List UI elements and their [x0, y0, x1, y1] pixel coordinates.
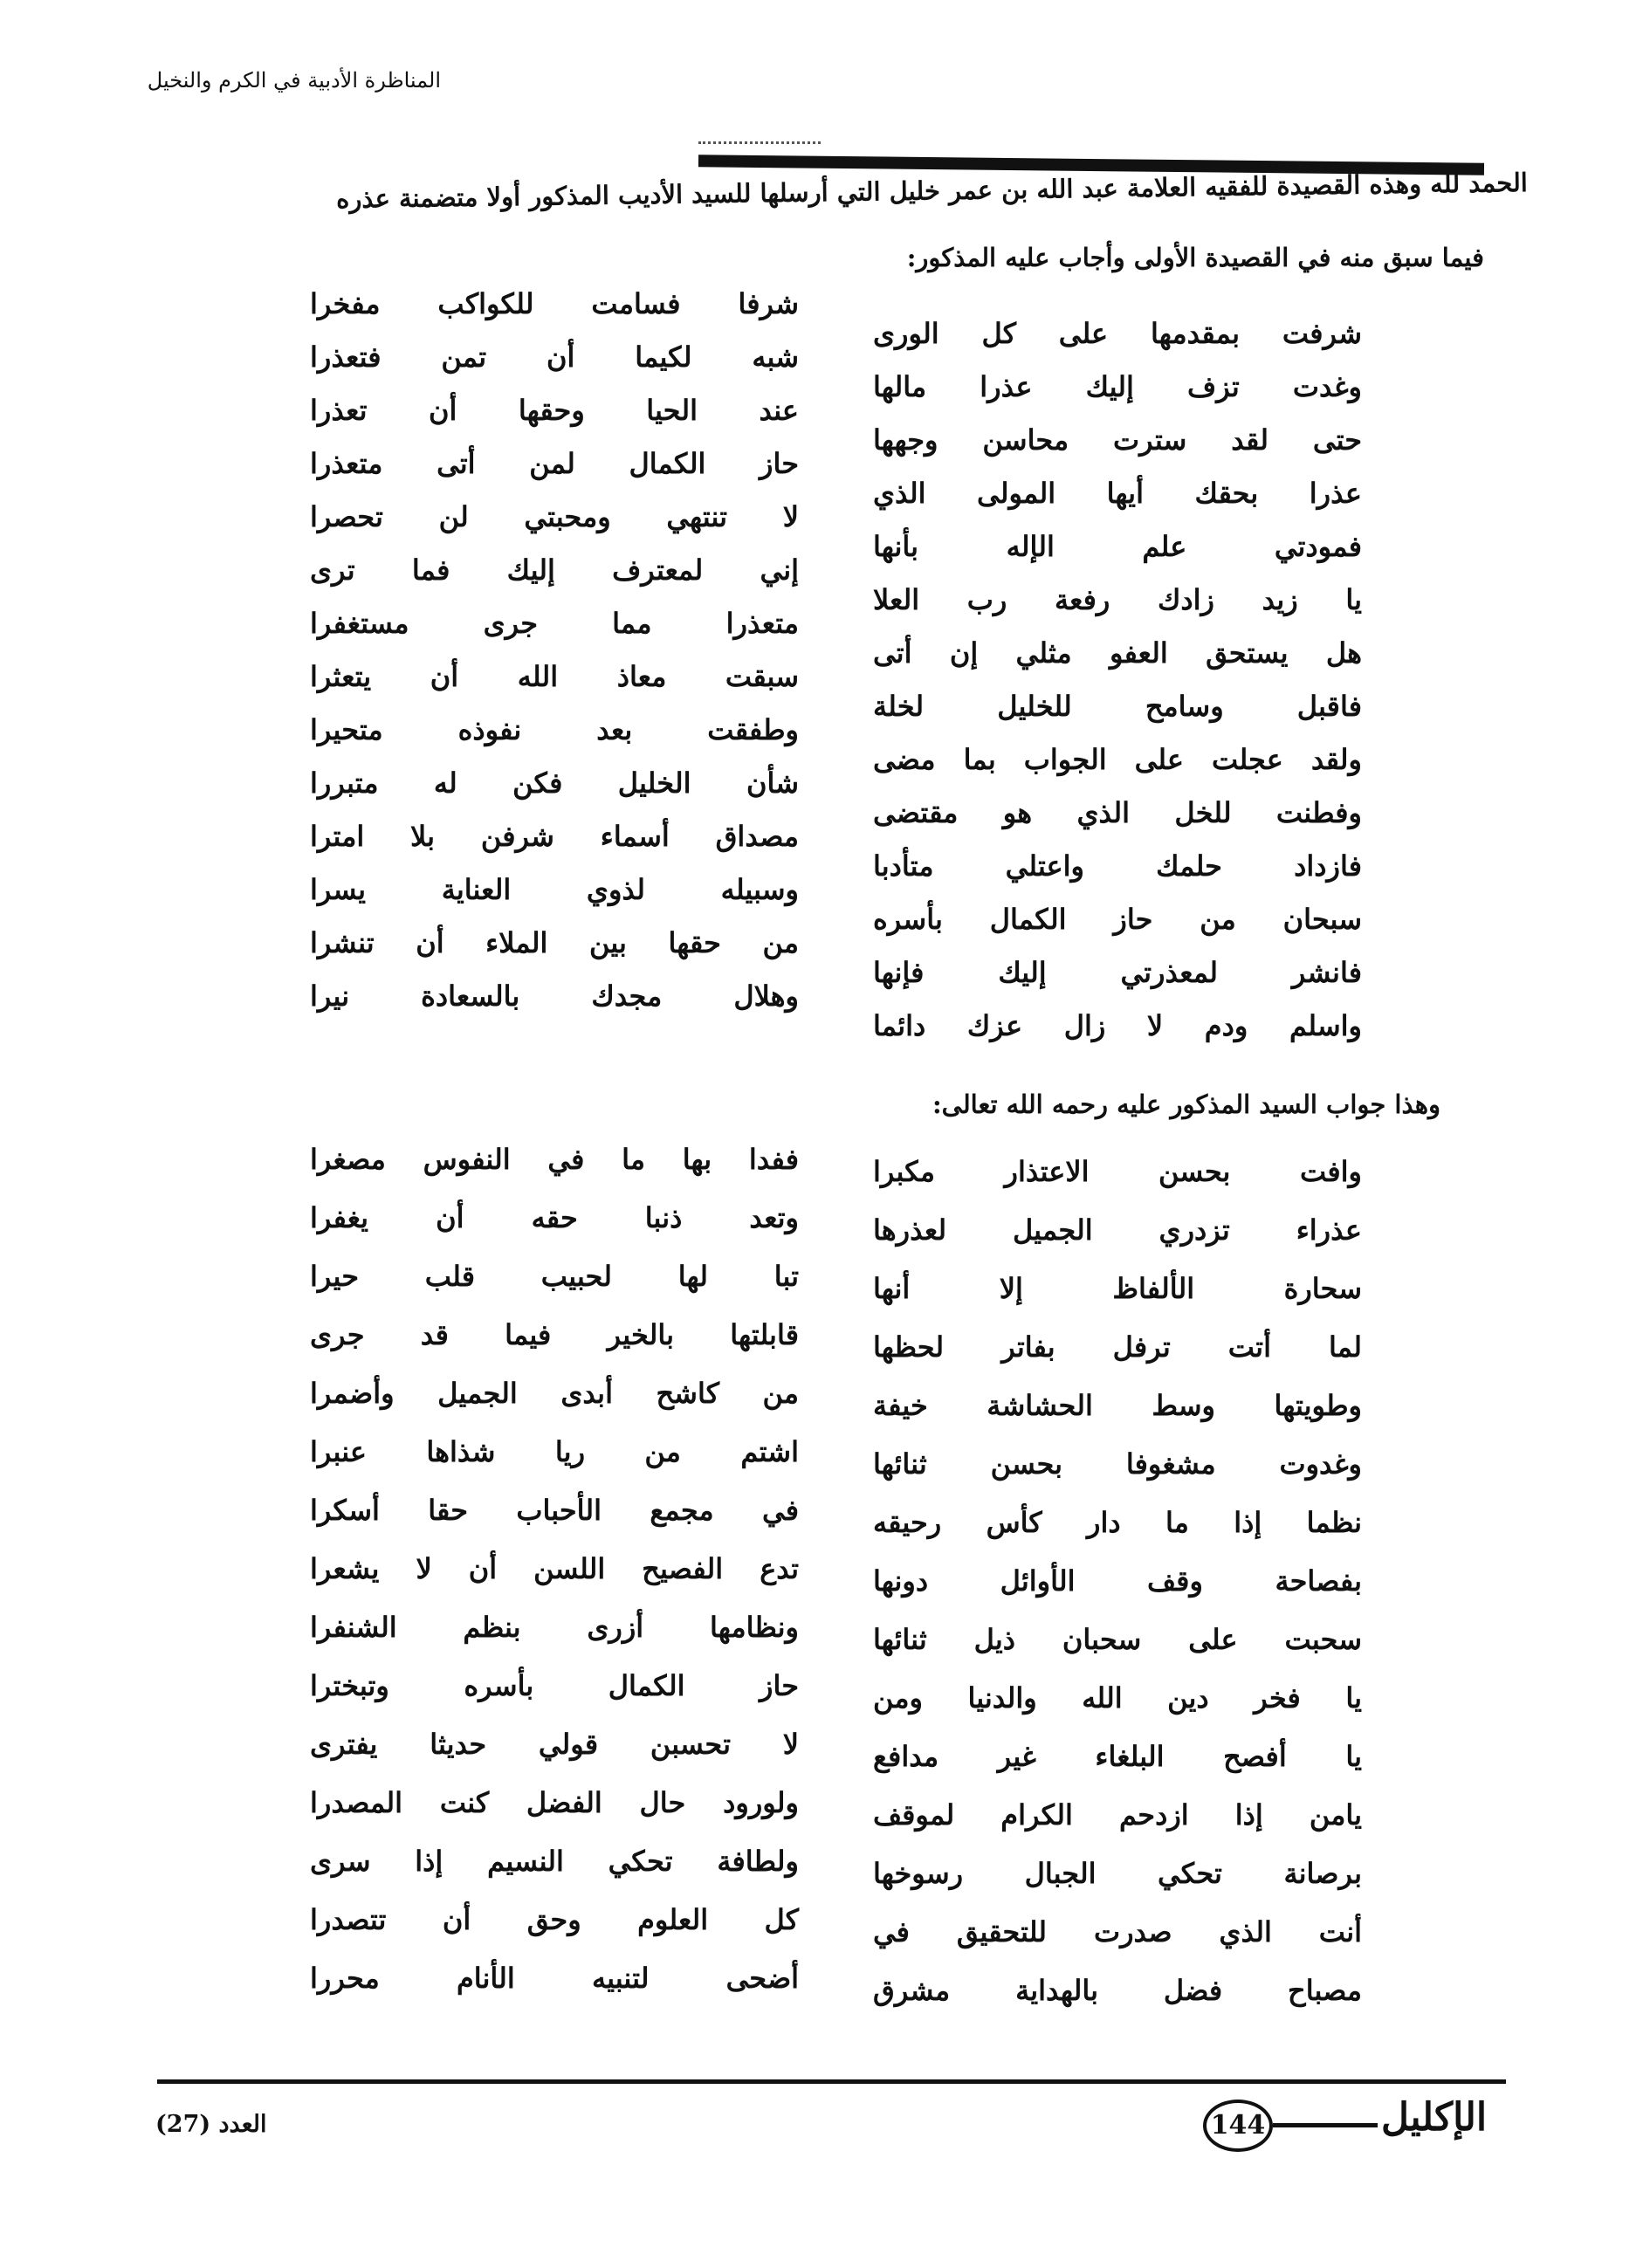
verse-hemistich: أنت الذي صدرت للتحقيق في — [873, 1915, 1362, 1948]
verse-hemistich: من كاشح أبدى الجميل وأضمرا — [310, 1377, 799, 1410]
verse-hemistich: شرفت بمقدمها على كل الورى — [873, 317, 1362, 350]
verse-hemistich: شأن الخليل فكن له متبررا — [310, 766, 799, 800]
verse-hemistich: حاز الكمال بأسره وتبخترا — [310, 1669, 799, 1702]
verse-hemistich: إني لمعترف إليك فما ترى — [310, 553, 799, 587]
verse-hemistich: كل العلوم وحق أن تتصدرا — [310, 1903, 799, 1936]
verse-hemistich: لا تنتهي ومحبتي لن تحصرا — [310, 500, 799, 533]
verse-hemistich: وهلال مجدك بالسعادة نيرا — [310, 979, 799, 1013]
verse-hemistich: شرفا فسامت للكواكب مفخرا — [310, 287, 799, 320]
verse-hemistich: حتى لقد سترت محاسن وجهها — [873, 423, 1362, 457]
verse-hemistich: ولورود حال الفضل كنت المصدرا — [310, 1786, 799, 1819]
verse-hemistich: سحبت على سحبان ذيل ثنائها — [873, 1623, 1362, 1656]
verse-hemistich: ولطافة تحكي النسيم إذا سرى — [310, 1845, 799, 1878]
verse-hemistich: عذرا بحقك أيها المولى الذي — [873, 477, 1362, 510]
verse-hemistich: وسبيله لذوي العناية يسرا — [310, 873, 799, 906]
verse-hemistich: في مجمع الأحباب حقا أسكرا — [310, 1494, 799, 1527]
verse-hemistich: أضحى لتنبيه الأنام محررا — [310, 1962, 799, 1995]
verse-hemistich: برصانة تحكي الجبال رسوخها — [873, 1857, 1362, 1890]
verse-hemistich: بفصاحة وقف الأوائل دونها — [873, 1564, 1362, 1598]
intro-line-2: فيما سبق منه في القصيدة الأولى وأجاب عليه المذكور: — [906, 243, 1484, 272]
footer-dash — [1273, 2123, 1378, 2127]
verse-hemistich: وطفقت بعد نفوذه متحيرا — [310, 713, 799, 746]
journal-logo: الإكليل — [1381, 2095, 1488, 2140]
verse-hemistich: يا زيد زادك رفعة رب العلا — [873, 583, 1362, 616]
verse-hemistich: فاقبل وسامح للخليل لخلة — [873, 690, 1362, 723]
verse-hemistich: فازداد حلمك واعتلي متأدبا — [873, 849, 1362, 883]
verse-hemistich: يا أفصح البلغاء غير مدافع — [873, 1740, 1362, 1773]
verse-hemistich: من حقها بين الملاء أن تنشرا — [310, 926, 799, 959]
verse-hemistich: عذراء تزدري الجميل لعذرها — [873, 1213, 1362, 1247]
verse-hemistich: وتعد ذنبا حقه أن يغفرا — [310, 1201, 799, 1234]
verse-hemistich: ونظامها أزرى بنظم الشنفرا — [310, 1611, 799, 1644]
verse-hemistich: متعذرا مما جرى مستغفرا — [310, 607, 799, 640]
verse-hemistich: اشتم من ريا شذاها عنبرا — [310, 1435, 799, 1468]
bottom-rule — [157, 2079, 1506, 2084]
verse-hemistich: وطويتها وسط الحشاشة خيفة — [873, 1389, 1362, 1422]
verse-hemistich: وافت بحسن الاعتذار مكبرا — [873, 1155, 1362, 1188]
verse-hemistich: مصباح فضل بالهداية مشرق — [873, 1974, 1362, 2007]
verse-hemistich: قابلتها بالخير فيما قد جرى — [310, 1318, 799, 1351]
verse-hemistich: يا فخر دين الله والدنيا ومن — [873, 1681, 1362, 1715]
running-header: المناظرة الأدبية في الكرم والنخيل — [147, 68, 441, 93]
top-rule-fade — [698, 141, 821, 151]
verse-hemistich: مصداق أسماء شرفن بلا امترا — [310, 820, 799, 853]
verse-hemistich: سحارة الألفاظ إلا أنها — [873, 1272, 1362, 1305]
issue-label: العدد (27) — [155, 2111, 267, 2138]
verse-hemistich: يامن إذا ازدحم الكرام لموقف — [873, 1798, 1362, 1832]
verse-hemistich: تبا لها لحبيب قلب حيرا — [310, 1260, 799, 1293]
verse-hemistich: وغدت تزف إليك عذرا مالها — [873, 370, 1362, 403]
verse-hemistich: واسلم ودم لا زال عزك دائما — [873, 1009, 1362, 1042]
verse-hemistich: وفطنت للخل الذي هو مقتضى — [873, 796, 1362, 829]
intro-line-3: وهذا جواب السيد المذكور عليه رحمه الله تعالى: — [932, 1089, 1440, 1119]
verse-hemistich: ففدا بها ما في النفوس مصغرا — [310, 1143, 799, 1176]
verse-hemistich: عند الحيا وحقها أن تعذرا — [310, 394, 799, 427]
verse-hemistich: وغدوت مشغوفا بحسن ثنائها — [873, 1447, 1362, 1481]
page-number: 144 — [1203, 2100, 1273, 2152]
verse-hemistich: فمودتي علم الإله بأنها — [873, 530, 1362, 563]
verse-hemistich: فانشر لمعذرتي إليك فإنها — [873, 956, 1362, 989]
verse-hemistich: تدع الفصيح اللسن أن لا يشعرا — [310, 1552, 799, 1585]
verse-hemistich: لا تحسبن قولي حديثا يفترى — [310, 1728, 799, 1761]
verse-hemistich: حاز الكمال لمن أتى متعذرا — [310, 447, 799, 480]
verse-hemistich: هل يستحق العفو مثلي إن أتى — [873, 636, 1362, 670]
verse-hemistich: ولقد عجلت على الجواب بما مضى — [873, 743, 1362, 776]
intro-line-1: الحمد لله وهذه القصيدة للفقيه العلامة عبد الله بن عمر خليل التي أرسلها للسيد الأديب المذكور أولا متضمنة عذره — [336, 168, 1529, 215]
verse-hemistich: نظما إذا ما دار كأس رحيقه — [873, 1506, 1362, 1539]
verse-hemistich: سبقت معاذ الله أن يتعثرا — [310, 660, 799, 693]
verse-hemistich: شبه لكيما أن تمن فتعذرا — [310, 340, 799, 374]
verse-hemistich: سبحان من حاز الكمال بأسره — [873, 903, 1362, 936]
verse-hemistich: لما أتت ترفل بفاتر لحظها — [873, 1330, 1362, 1364]
